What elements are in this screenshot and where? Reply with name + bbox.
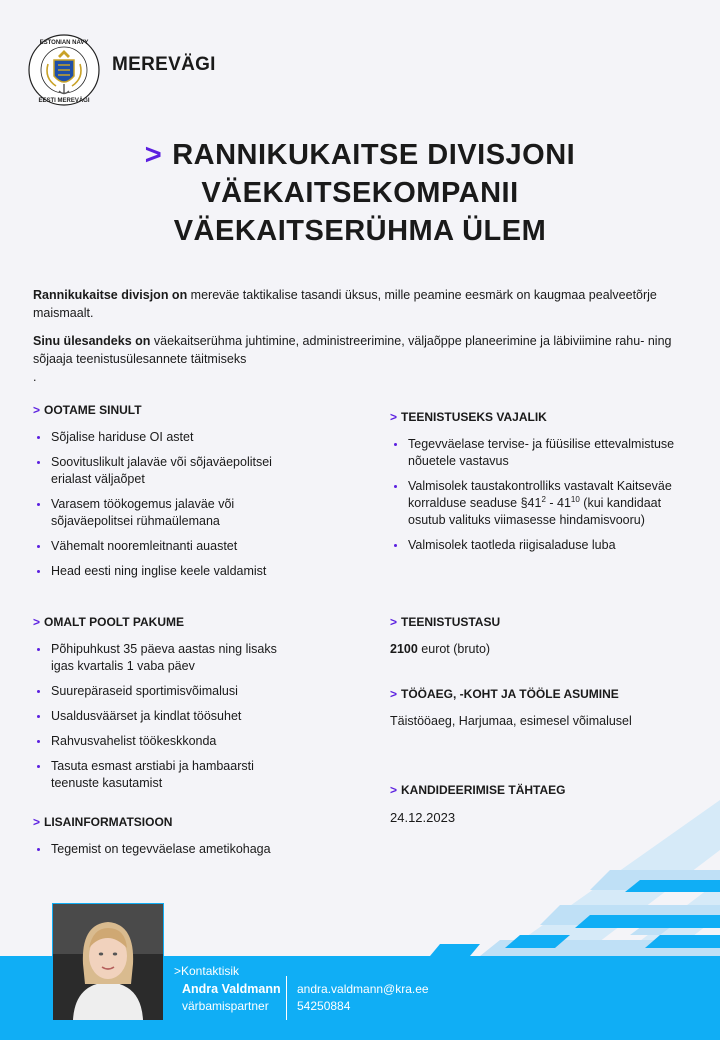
list-item: Tegemist on tegevväelase ametikohaga bbox=[33, 841, 333, 858]
intro-paragraph-1 bbox=[33, 286, 683, 322]
list-item: Usaldusväärset ja kindlat töösuhet bbox=[33, 708, 303, 725]
contact-name: Andra Valdmann bbox=[182, 982, 281, 996]
section-offer bbox=[33, 614, 303, 800]
contact-email[interactable]: andra.valdmann@kra.ee bbox=[297, 982, 429, 996]
section-deadline bbox=[390, 782, 680, 826]
list-item: Valmisolek taotleda riigisaladuse luba bbox=[390, 537, 680, 554]
intro-tail: . bbox=[33, 370, 37, 384]
section-heading: > TEENISTUSTASU bbox=[390, 615, 501, 629]
navy-emblem-logo bbox=[28, 34, 100, 106]
svg-text:EESTI MEREVÄGI: EESTI MEREVÄGI bbox=[38, 98, 90, 104]
list-item: Valmisolek taustakontrolliks vastavalt Kaitseväe korralduse seaduse $\S 41^2 - 41^{10}$ (kui kandidaat osutub valituks viimasesse hindamisvooru) bbox=[390, 478, 680, 529]
section-heading: > TEENISTUSEKS VAJALIK bbox=[390, 410, 547, 424]
contact-divider bbox=[286, 976, 287, 1020]
contact-label: >Kontaktisik bbox=[174, 964, 240, 978]
brand-name: MEREVÄGI bbox=[112, 54, 216, 75]
section-required bbox=[390, 409, 680, 562]
list-item: Head eesti ning inglise keele valdamist bbox=[33, 563, 303, 580]
worktime-text: Täistööaeg, Harjumaa, esimesel võimalusel bbox=[390, 714, 632, 728]
list-item: Varasem töökogemus jalaväe või sõjaväepolitsei rühmaülemana bbox=[33, 496, 303, 530]
intro-text-1: mereväe taktikalise tasandi üksus, mille peamine eesmärk on kaugmaa pealveetõrje maismaalt. bbox=[33, 288, 657, 320]
info-list bbox=[33, 841, 333, 858]
section-heading: > OOTAME SINULT bbox=[33, 403, 142, 417]
contact-role: värbamispartner bbox=[182, 999, 269, 1013]
intro-text-2: väekaitserühma juhtimine, administreerimine, väljaõppe planeerimine ja läbiviimine rahu- ning sõjaaja teenistusülesannete täitmiseks bbox=[33, 334, 672, 366]
list-item: Sõjalise hariduse OI astet bbox=[33, 429, 303, 446]
section-worktime bbox=[390, 686, 690, 730]
list-item: Soovituslikult jalaväe või sõjaväepolitsei erialast väljaõpet bbox=[33, 454, 303, 488]
deadline-date: 24.12.2023 bbox=[390, 810, 456, 825]
list-item: Tegevväelase tervise- ja füüsilise ettevalmistuse nõuetele vastavus bbox=[390, 436, 680, 470]
section-heading: > LISAINFORMATSIOON bbox=[33, 815, 173, 829]
required-list bbox=[390, 436, 680, 554]
section-heading: > KANDIDEERIMISE TÄHTAEG bbox=[390, 783, 566, 797]
title-line-3: VÄEKAITSERÜHMA ÜLEM bbox=[173, 215, 547, 247]
page-title bbox=[40, 136, 680, 250]
section-heading: > OMALT POOLT PAKUME bbox=[33, 615, 185, 629]
contact-photo bbox=[52, 903, 164, 1021]
svg-text:ESTONIAN NAVY: ESTONIAN NAVY bbox=[39, 40, 89, 46]
intro-bold-1: Rannikukaitse divisjon on bbox=[33, 288, 188, 302]
title-arrow-icon: > bbox=[144, 139, 163, 171]
contact-phone[interactable]: 54250884 bbox=[297, 999, 351, 1013]
list-item: Tasuta esmast arstiabi ja hambaarsti teenuste kasutamist bbox=[33, 758, 303, 792]
title-line-2: VÄEKAITSEKOMPANII bbox=[201, 177, 519, 209]
list-item: Suurepäraseid sportimisvõimalusi bbox=[33, 683, 303, 700]
expect-list bbox=[33, 429, 303, 580]
section-salary bbox=[390, 614, 680, 658]
list-item: Rahvusvahelist töökeskkonda bbox=[33, 733, 303, 750]
section-heading: > TÖÖAEG, -KOHT JA TÖÖLE ASUMINE bbox=[390, 687, 619, 701]
title-line-1: RANNIKUKAITSE DIVISJONI bbox=[172, 139, 576, 171]
offer-list bbox=[33, 641, 303, 792]
salary-value: 2100 eurot (bruto) bbox=[390, 642, 491, 656]
intro-paragraph-2 bbox=[33, 332, 683, 386]
intro-bold-2: Sinu ülesandeks on bbox=[33, 334, 151, 348]
section-info bbox=[33, 814, 333, 866]
section-expect bbox=[33, 402, 303, 588]
list-item: Põhipuhkust 35 päeva aastas ning lisaks igas kvartalis 1 vaba päev bbox=[33, 641, 303, 675]
list-item: Vähemalt nooremleitnanti auastet bbox=[33, 538, 303, 555]
